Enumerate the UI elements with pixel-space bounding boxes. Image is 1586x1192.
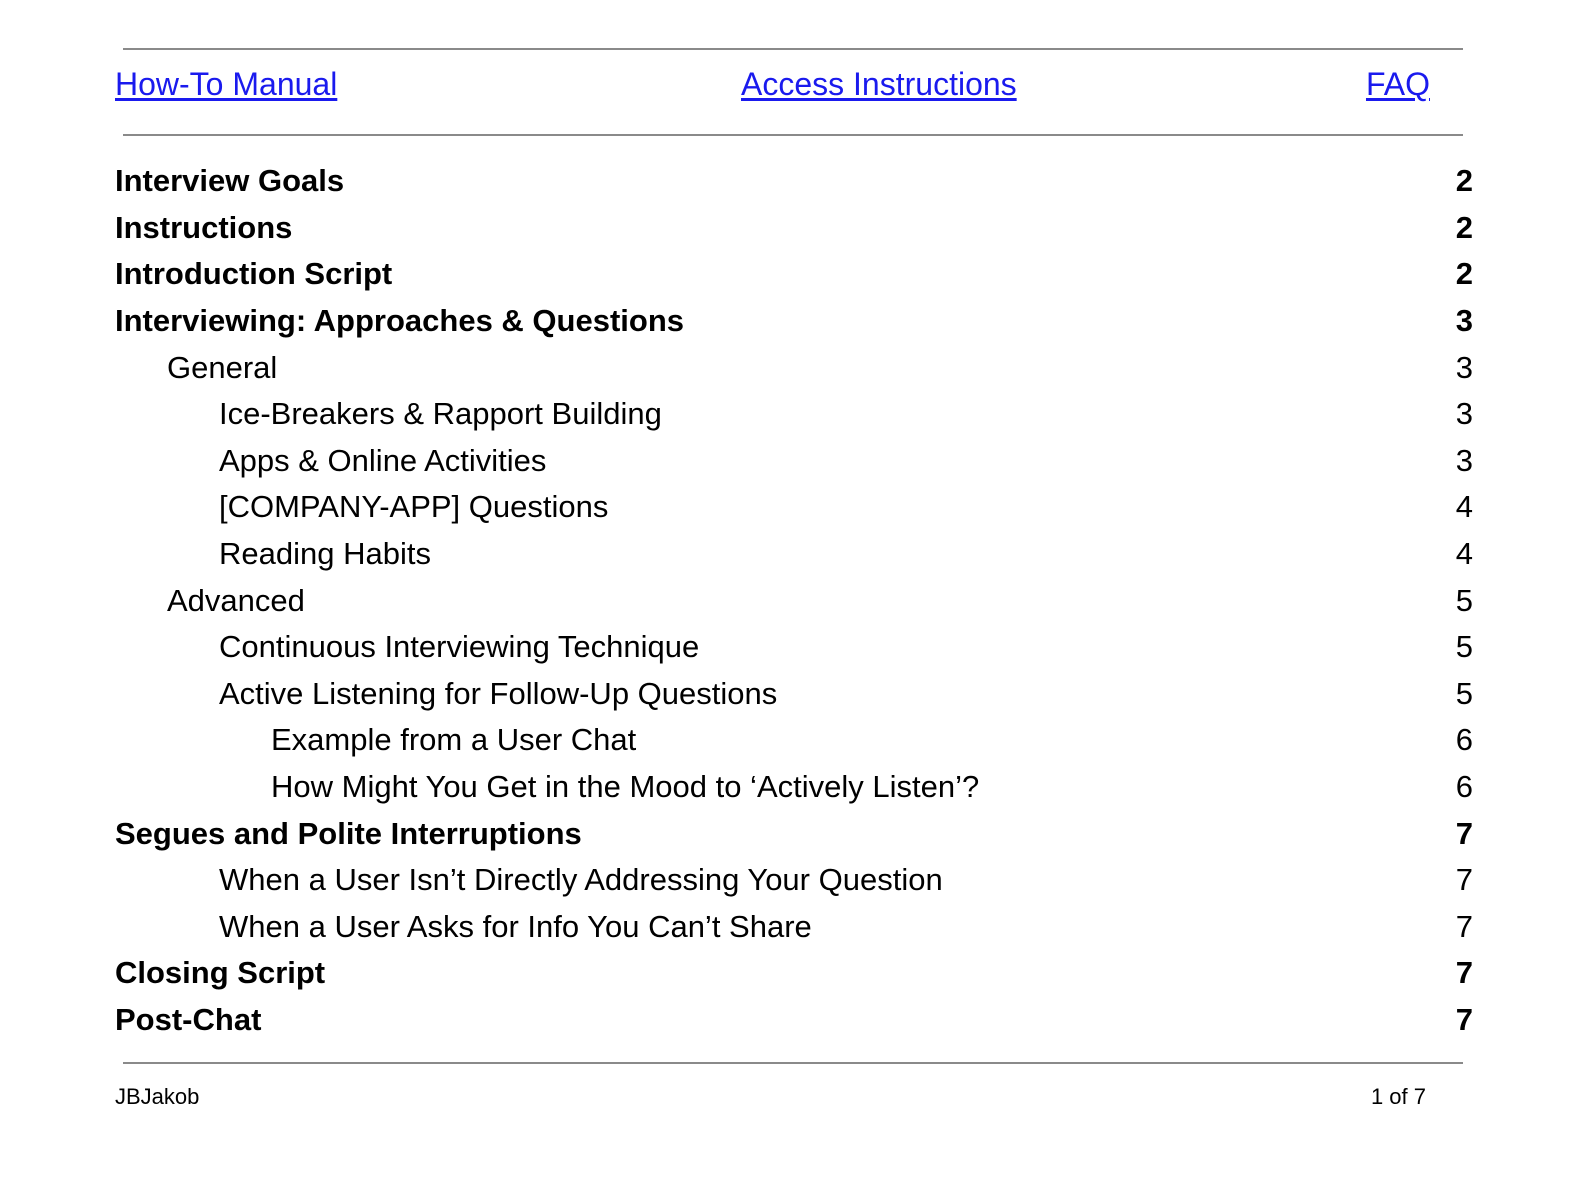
toc-entry-title: Introduction Script xyxy=(115,256,393,292)
toc-entry-title: Active Listening for Follow-Up Questions xyxy=(219,675,778,711)
toc-entry-page-number: 3 xyxy=(1455,396,1473,432)
header-nav xyxy=(115,62,1430,106)
toc-entry-page-number: 2 xyxy=(1455,209,1473,245)
toc-entry-page-number: 6 xyxy=(1455,769,1473,805)
toc-entry[interactable] xyxy=(115,810,1473,857)
toc-entry-page-number: 6 xyxy=(1455,722,1473,758)
toc-entry-title: When a User Isn’t Directly Addressing Your Question xyxy=(219,862,943,898)
header-bottom-divider xyxy=(123,134,1463,136)
toc-entry-title: Ice-Breakers & Rapport Building xyxy=(219,396,662,432)
toc-entry[interactable] xyxy=(115,158,1473,205)
toc-entry[interactable] xyxy=(115,904,1473,951)
toc-entry-title: Segues and Polite Interruptions xyxy=(115,815,582,851)
toc-entry-page-number: 3 xyxy=(1455,349,1473,385)
toc-entry-page-number: 5 xyxy=(1455,629,1473,665)
toc-entry[interactable] xyxy=(115,438,1473,485)
toc-entry-page-number: 7 xyxy=(1455,815,1473,851)
toc-entry-title: Continuous Interviewing Technique xyxy=(219,629,700,665)
toc-entry[interactable] xyxy=(115,671,1473,718)
access-instructions-link[interactable]: Access Instructions xyxy=(741,66,1017,102)
toc-entry-title: Interviewing: Approaches & Questions xyxy=(115,303,685,339)
toc-entry-title: Reading Habits xyxy=(219,536,431,572)
toc-entry-title: Apps & Online Activities xyxy=(219,442,547,478)
toc-entry-page-number: 7 xyxy=(1455,955,1473,991)
toc-entry-page-number: 2 xyxy=(1455,163,1473,199)
toc-entry-title: [COMPANY-APP] Questions xyxy=(219,489,609,525)
footer-divider xyxy=(123,1062,1463,1064)
toc-entry[interactable] xyxy=(115,298,1473,345)
toc-entry[interactable] xyxy=(115,251,1473,298)
toc-entry-page-number: 3 xyxy=(1455,303,1473,339)
toc-entry[interactable] xyxy=(115,344,1473,391)
header-top-divider xyxy=(123,48,1463,50)
toc-entry[interactable] xyxy=(115,857,1473,904)
footer-page-indicator: 1 of 7 xyxy=(1370,1084,1426,1109)
toc-entry-title: Closing Script xyxy=(115,955,326,991)
toc-entry[interactable] xyxy=(115,764,1473,811)
toc-entry-title: Interview Goals xyxy=(115,163,345,199)
table-of-contents xyxy=(115,158,1473,1043)
toc-entry-title: Instructions xyxy=(115,209,293,245)
toc-entry-page-number: 7 xyxy=(1455,862,1473,898)
toc-entry[interactable] xyxy=(115,391,1473,438)
toc-entry[interactable] xyxy=(115,950,1473,997)
toc-entry-title: General xyxy=(167,349,278,385)
toc-entry-page-number: 2 xyxy=(1455,256,1473,292)
toc-entry-page-number: 3 xyxy=(1455,442,1473,478)
toc-entry-page-number: 4 xyxy=(1455,489,1473,525)
toc-entry[interactable] xyxy=(115,717,1473,764)
toc-entry[interactable] xyxy=(115,577,1473,624)
toc-entry-page-number: 7 xyxy=(1455,908,1473,944)
faq-link[interactable]: FAQ xyxy=(1365,66,1430,102)
toc-entry[interactable] xyxy=(115,484,1473,531)
toc-entry-title: Advanced xyxy=(167,582,305,618)
toc-entry-page-number: 7 xyxy=(1455,1001,1473,1037)
toc-entry-title: Example from a User Chat xyxy=(271,722,637,758)
how-to-manual-link[interactable]: How-To Manual xyxy=(115,66,338,102)
toc-entry[interactable] xyxy=(115,997,1473,1044)
toc-entry[interactable] xyxy=(115,624,1473,671)
toc-entry-title: Post-Chat xyxy=(115,1001,262,1037)
toc-entry-page-number: 5 xyxy=(1455,675,1473,711)
toc-entry-title: When a User Asks for Info You Can’t Share xyxy=(219,908,812,944)
toc-entry-page-number: 4 xyxy=(1455,536,1473,572)
toc-entry[interactable] xyxy=(115,531,1473,578)
toc-entry-page-number: 5 xyxy=(1455,582,1473,618)
toc-entry[interactable] xyxy=(115,205,1473,252)
toc-entry-title: How Might You Get in the Mood to ‘Actively Listen’? xyxy=(271,769,980,805)
footer-author: JBJakob xyxy=(115,1084,200,1109)
